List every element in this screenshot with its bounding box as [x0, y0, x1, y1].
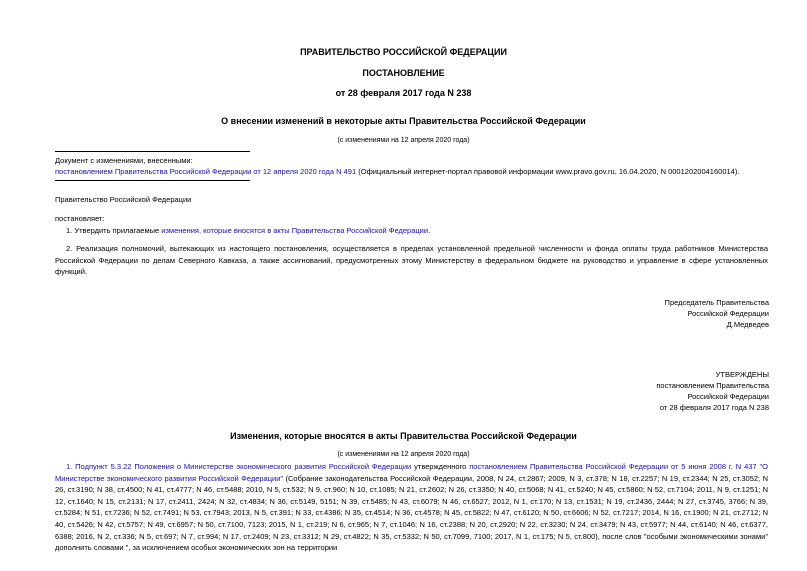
decrees-line: постановляет: — [55, 214, 105, 223]
divider — [55, 180, 250, 181]
annex-text: утвержденного — [411, 462, 470, 471]
item-2: 2. Реализация полномочий, вытекающих из настоящего постановления, осуществляется в пределах установленной предельной численности и фонда оплаты труда работников Министерства Российской Федерации по делам Северного Кавказа, а также ассигнований, предусмотренных этому Министерству в федеральном бюджете на руководство и управление в сфере установленных функций. — [55, 244, 768, 277]
approved-country: Российской Федерации — [687, 392, 769, 401]
item-1-end: . — [428, 226, 431, 235]
divider — [55, 151, 250, 152]
changes-source-details: (Официальный интернет-портал правовой информации www.pravo.gov.ru, 16.04.2020, N 0001202004160014). — [356, 167, 740, 176]
approved-date: от 28 февраля 2017 года N 238 — [659, 403, 769, 412]
item-1-text: 1. Утвердить прилагаемые — [66, 226, 162, 235]
approved-heading: УТВЕРЖДЕНЫ — [715, 370, 769, 379]
changes-link[interactable]: изменения, которые вносятся в акты Правительства Российской Федерации — [161, 226, 429, 235]
item-1 — [66, 225, 430, 236]
amendment-note: (с изменениями на 12 апреля 2020 года) — [337, 137, 470, 144]
government-line: Правительство Российской Федерации — [55, 195, 192, 204]
decree-437-link[interactable]: постановлением Правительства Российской Федерации от 5 июня 2008 г. N 437 "О Министерстве экономического развития Российской Федерации" — [55, 462, 769, 483]
approved-by: постановлением Правительства — [656, 381, 769, 390]
changes-source — [55, 166, 739, 177]
document-title: О внесении изменений в некоторые акты Правительства Российской Федерации — [221, 116, 586, 126]
signature-country: Российской Федерации — [687, 309, 769, 318]
annex-title: Изменения, которые вносятся в акты Правительства Российской Федерации — [230, 431, 577, 441]
regulation-link[interactable]: 1. Подпункт 5.3.22 Положения о Министерстве экономического развития Российской Федерации — [66, 462, 412, 471]
annex-amendment-note: (с изменениями на 12 апреля 2020 года) — [337, 451, 470, 458]
amending-decree-link[interactable]: постановлением Правительства Российской Федерации от 12 апреля 2020 года N 491 — [55, 167, 357, 176]
annex-paragraph-1 — [55, 461, 768, 554]
document-type: ПОСТАНОВЛЕНИЕ — [362, 68, 445, 78]
document-date: от 28 февраля 2017 года N 238 — [335, 88, 472, 98]
signature-name: Д.Медведев — [726, 320, 769, 329]
signature-position: Председатель Правительства — [664, 298, 769, 307]
annex-text-details: (Собрание законодательства Российской Федерации, 2008, N 24, ст.2867; 2009, N 3, ст.378; N 18, ст.2257; N 19, ст.2344; N 25, ст.3052; N 26, ст.3190; N 38, ст.4500; N 41, ст.4777; N 46, ст.5488; 2010, N 5, ст.532; N 9, ст.960; N 10, ст.1085; N 21, ст.2602; N 26, ст.3350; N 40, ст.5068; N 41, ст.5240; N 45, ст.5860; N 52, ст.7104; 2011, N 9, ст.1251; N 12, ст.1640; N 15, ст.2131; N 17, ст.2411, 2424; N 32, ст.4834; N 36, ст.5149, 5151; N 39, ст.5485; N 43, ст.6079; N 46, ст.6527; 2012, N 1, ст.170; N 13, ст.1531; N 19, ст.2436, 2444; N 27, ст.3745, 3766; N 39, ст.5284; N 51, ст.7236; N 52, ст.7491; N 53, ст.7943; 2013, N 5, ст.391; N 33, ст.4386; N 35, ст.4514; N 36, ст.4578; N 45, ст.5822; N 47, ст.6120; N 50, ст.6606; N 52, ст.7217; 2014, N 16, ст.1900; N 21, ст.2712; N 40, ст.5426; N 42, ст.5757; N 49, ст.6957; N 50, ст.7100, 7123; 2015, N 1, ст.219; N 6, ст.965; N 7, ст.1046; N 16, ст.2388; N 20, ст.2920; N 22, ст.3230; N 24, ст.3479; N 43, ст.5977; N 44, ст.6140; N 46, ст.6377, 6388; 2016, N 2, ст.336; N 5, ст.697; N 7, ст.994; N 17, ст.2409; N 23, ст.3312; N 29, ст.4822; N 35, ст.5332; N 50, ст.7099, 7100; 2017, N 1, ст.175; N 5, ст.800), после слов "особыми экономическими зонами" дополнить словами ", за исключением особых экономических зон на территории — [55, 473, 769, 553]
document-authority: ПРАВИТЕЛЬСТВО РОССИЙСКОЙ ФЕДЕРАЦИИ — [300, 47, 507, 57]
changes-label: Документ с изменениями, внесенными: — [55, 156, 193, 165]
